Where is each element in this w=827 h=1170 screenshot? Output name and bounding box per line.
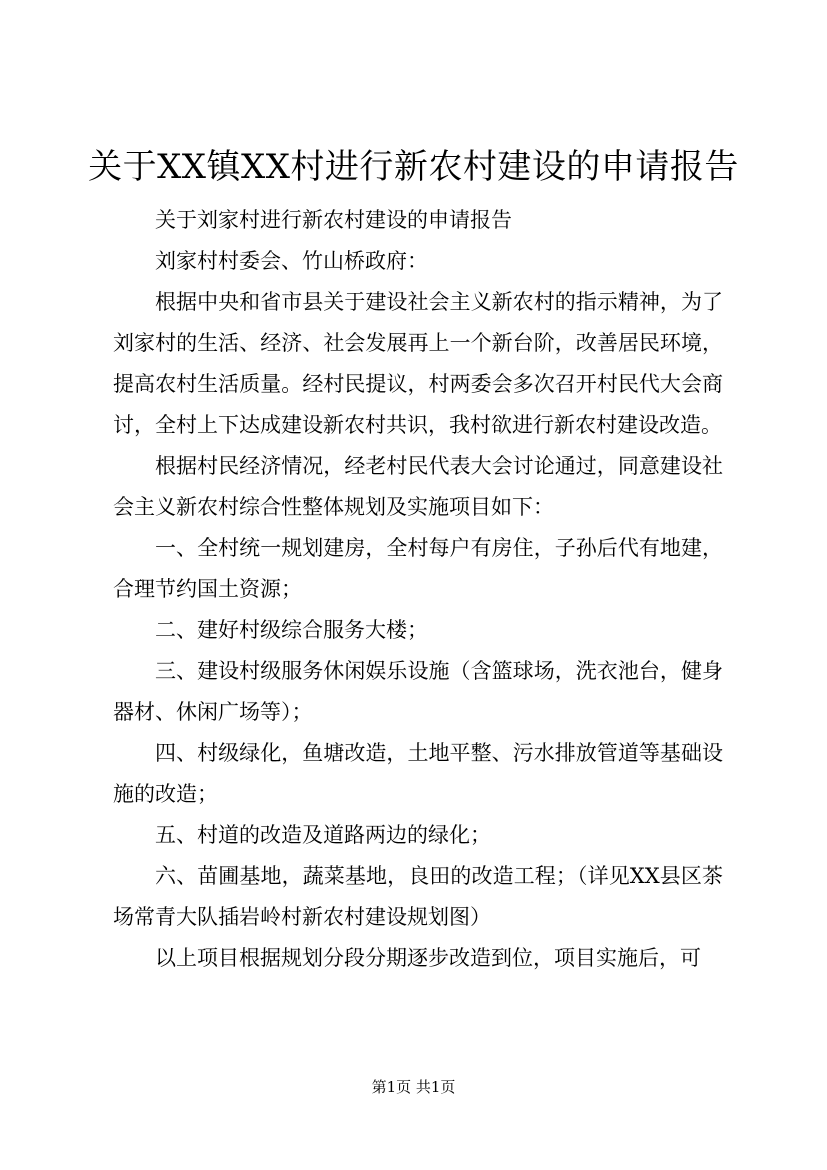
paragraph-item-5: 五、村道的改造及道路两边的绿化； — [155, 823, 491, 847]
paragraph-item-6: 六、苗圃基地，蔬菜基地，良田的改造工程；（详见XX县区茶场常青大队插岩岭村新农村建设规划图） — [113, 864, 723, 929]
paragraph-item-4: 四、村级绿化，鱼塘改造，土地平整、污水排放管道等基础设施的改造； — [113, 741, 723, 806]
paragraph-addressee: 刘家村村委会、竹山桥政府： — [155, 249, 428, 273]
paragraph-conclusion: 以上项目根据规划分段分期逐步改造到位，项目实施后，可 — [155, 946, 701, 970]
paragraph-item-1: 一、全村统一规划建房，全村每户有房住，子孙后代有地建，合理节约国土资源； — [113, 536, 723, 601]
paragraph-subtitle: 关于刘家村进行新农村建设的申请报告 — [155, 208, 512, 232]
paragraph-item-2: 二、建好村级综合服务大楼； — [155, 618, 428, 642]
document-title: 关于XX镇XX村进行新农村建设的申请报告 — [88, 147, 739, 187]
paragraph-resolution: 根据村民经济情况，经老村民代表大会讨论通过，同意建设社会主义新农村综合性整体规划及实施项目如下： — [113, 454, 723, 519]
paragraph-item-3: 三、建设村级服务休闲娱乐设施（含篮球场，洗衣池台，健身器材、休闲广场等）； — [113, 659, 723, 724]
document-body — [113, 200, 723, 979]
paragraph-intro: 根据中央和省市县关于建设社会主义新农村的指示精神，为了刘家村的生活、经济、社会发展再上一个新台阶，改善居民环境，提高农村生活质量。经村民提议，村两委会多次召开村民代大会商讨，全村上下达成建设新农村共识，我村欲进行新农村建设改造。 — [113, 290, 723, 437]
page-footer: 第1页 共1页 — [371, 1078, 456, 1096]
